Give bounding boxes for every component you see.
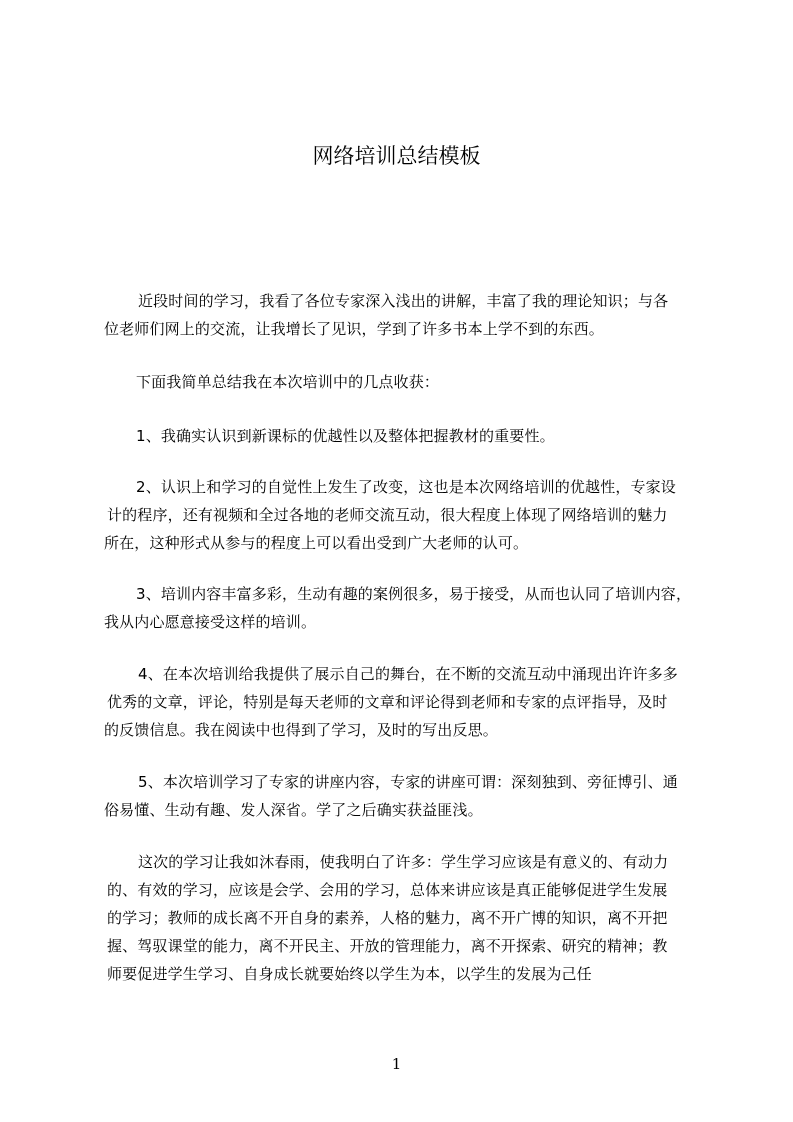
- paragraph-intro: [104, 287, 708, 343]
- text-line: 2、认识上和学习的自觉性上发生了改变，这也是本次网络培训的优越性，专家设: [136, 478, 676, 496]
- text-line: 的反馈信息。我在阅读中也得到了学习，及时的写出反思。: [104, 721, 498, 739]
- text-line: 计的程序，还有视频和全过各地的老师交流互动，很大程度上体现了网络培训的魅力: [107, 506, 668, 524]
- paragraph-conclusion: [104, 848, 708, 988]
- paragraph-point-1: [104, 422, 708, 450]
- paragraph-point-2: [104, 473, 708, 557]
- text-line: 位老师们网上的交流，让我增长了见识，学到了许多书本上学不到的东西。: [104, 320, 604, 338]
- text-line: 近段时间的学习，我看了各位专家深入浅出的讲解，丰富了我的理论知识；与各: [138, 292, 669, 310]
- text-line: 俗易懂、生动有趣、发人深省。学了之后确实获益匪浅。: [104, 801, 483, 819]
- paragraph-summary-lead: [104, 368, 708, 396]
- text-line: 师要促进学生学习、自身成长就要始终以学生为本，以学生的发展为己任: [107, 965, 592, 983]
- paragraph-point-5: [104, 768, 708, 824]
- text-line: 下面我简单总结我在本次培训中的几点收获：: [136, 373, 440, 391]
- text-line: 4、在本次培训给我提供了展示自己的舞台，在不断的交流互动中涌现出许许多多: [138, 665, 678, 683]
- document-title: 网络培训总结模板: [312, 144, 481, 168]
- text-line: 的、有效的学习，应该是会学、会用的学习，总体来讲应该是真正能够促进学生发展: [107, 881, 668, 899]
- text-line: 的学习；教师的成长离不开自身的素养，人格的魅力，离不开广博的知识，离不开把: [107, 909, 668, 927]
- text-line: 5、本次培训学习了专家的讲座内容，专家的讲座可谓：深刻独到、旁征博引、通: [138, 773, 678, 791]
- text-line: 所在，这种形式从参与的程度上可以看出受到广大老师的认可。: [104, 534, 529, 552]
- paragraph-point-3: [104, 580, 708, 636]
- text-line: 握、驾驭课堂的能力，离不开民主、开放的管理能力，离不开探索、研究的精神；教: [107, 937, 668, 955]
- text-line: 3、培训内容丰富多彩，生动有趣的案例很多，易于接受，从而也认同了培训内容，: [136, 585, 692, 603]
- text-line: 我从内心愿意接受这样的培训。: [104, 613, 317, 631]
- text-line: 1、我确实认识到新课标的优越性以及整体把握教材的重要性。: [136, 427, 555, 445]
- text-line: 优秀的文章，评论，特别是每天老师的文章和评论得到老师和专家的点评指导，及时: [107, 693, 668, 711]
- text-line: 这次的学习让我如沐春雨，使我明白了许多：学生学习应该是有意义的、有动力: [138, 853, 669, 871]
- paragraph-point-4: [104, 660, 708, 744]
- page-number: 1: [391, 1055, 402, 1073]
